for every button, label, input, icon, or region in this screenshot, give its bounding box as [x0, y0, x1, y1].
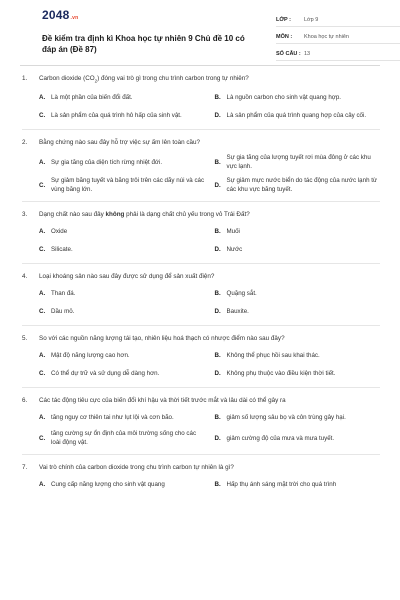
option-c[interactable] — [39, 367, 205, 380]
option-text: Không phụ thuộc vào điều kiện thời tiết. — [226, 370, 336, 378]
option-letter: A. — [39, 352, 46, 360]
options — [22, 225, 380, 256]
option-letter: A. — [39, 414, 46, 422]
option-letter: B. — [214, 158, 221, 166]
exam-title: Đề kiểm tra định kì Khoa học tự nhiên 9 Chủ đề 10 có đáp án (Đề 87) — [42, 34, 245, 54]
option-text: tăng nguy cơ thiên tai như lụt lội và cơn bão. — [51, 414, 174, 422]
option-b[interactable] — [215, 287, 381, 300]
subscript: 2 — [94, 78, 98, 84]
option-letter: C. — [39, 308, 46, 316]
option-letter: C. — [39, 181, 46, 189]
option-a[interactable] — [39, 411, 205, 424]
option-text: Mật độ năng lượng cao hơn. — [51, 352, 130, 360]
option-c[interactable] — [39, 305, 205, 318]
option-text: Sự gia tăng của diện tích rừng nhiệt đới. — [51, 158, 163, 166]
option-text: Than đá. — [51, 290, 76, 298]
option-text: Có thể dự trữ và sử dụng dễ dàng hơn. — [51, 370, 160, 378]
question-text — [22, 463, 380, 472]
question-number: 2. — [22, 139, 28, 147]
meta-value: Khoa học tự nhiên — [304, 33, 349, 40]
option-c[interactable] — [39, 243, 205, 256]
option-text: Sự gia tăng của lượng tuyết rơi mùa đông ở các khu vực lạnh. — [226, 154, 371, 171]
option-a[interactable] — [39, 349, 205, 362]
option-text: tăng cường sự ổn định của môi trường sống cho các loài động vật. — [51, 430, 197, 447]
question-text-part: ) đóng vai trò gì trong chu trình carbon trong tự nhiên? — [97, 75, 249, 82]
meta-label: LỚP : — [276, 16, 291, 23]
question-text — [22, 272, 380, 281]
option-text: Cung cấp năng lượng cho sinh vật quang — [51, 481, 165, 489]
options — [22, 91, 380, 122]
question-number: 6. — [22, 397, 28, 405]
meta-row-subject — [276, 30, 400, 44]
question-text — [22, 210, 380, 219]
option-d[interactable] — [215, 176, 381, 194]
question-7 — [22, 463, 380, 498]
option-c[interactable] — [39, 109, 205, 122]
options — [22, 411, 380, 447]
question-body: So với các nguồn năng lượng tái tạo, nhiên liệu hoá thạch có nhược điểm nào sau đây? — [39, 335, 285, 343]
question-number: 5. — [22, 335, 28, 343]
option-text: Là nguồn carbon cho sinh vật quang hợp. — [226, 94, 341, 102]
question-4 — [22, 272, 380, 326]
question-body: Vai trò chính của carbon dioxide trong chu trình carbon tự nhiên là gì? — [39, 464, 234, 472]
option-b[interactable] — [215, 91, 381, 104]
options — [22, 287, 380, 318]
option-letter: B. — [214, 481, 221, 489]
option-d[interactable] — [215, 367, 381, 380]
question-number: 1. — [22, 75, 28, 82]
option-d[interactable] — [215, 109, 381, 122]
option-text: Nước — [226, 246, 243, 254]
meta-row-class — [276, 13, 400, 27]
option-text: Sự giảm mực nước biển do tác động của nước lạnh từ các khu vực băng tuyết. — [226, 177, 378, 194]
question-number: 3. — [22, 211, 28, 219]
question-text-part: Carbon dioxide (CO — [39, 75, 95, 82]
option-letter: D. — [214, 434, 221, 442]
option-b[interactable] — [215, 411, 381, 424]
question-text — [22, 74, 380, 85]
option-letter: D. — [214, 181, 221, 189]
meta-value: 13 — [304, 50, 311, 57]
option-d[interactable] — [215, 305, 381, 318]
option-a[interactable] — [39, 287, 205, 300]
option-text: Quặng sắt. — [226, 290, 257, 298]
options — [22, 153, 380, 194]
emphasis-text: không — [105, 211, 125, 219]
site-logo[interactable] — [42, 8, 78, 22]
options — [22, 349, 380, 380]
option-c[interactable] — [39, 429, 205, 447]
option-letter: D. — [214, 246, 221, 254]
option-c[interactable] — [39, 176, 205, 194]
option-letter: D. — [214, 112, 221, 120]
question-body — [39, 210, 250, 219]
option-letter: A. — [39, 158, 46, 166]
logo-text: 2048 — [42, 8, 70, 22]
option-text: Silicate. — [51, 246, 73, 254]
option-letter: C. — [39, 112, 46, 120]
option-d[interactable] — [215, 429, 381, 447]
meta-row-count — [276, 47, 400, 61]
question-text-part: Dạng chất nào sau đây — [39, 211, 106, 219]
option-letter: B. — [214, 94, 221, 102]
option-text: Bauxite. — [226, 308, 249, 316]
option-b[interactable] — [215, 153, 381, 171]
option-text: giảm cường độ của mưa và mưa tuyết. — [226, 434, 335, 442]
question-text — [22, 138, 380, 147]
option-b[interactable] — [215, 478, 381, 491]
option-letter: B. — [214, 290, 221, 298]
option-a[interactable] — [39, 91, 205, 104]
question-text — [22, 334, 380, 343]
question-2 — [22, 138, 380, 202]
meta-value: Lớp 9 — [304, 16, 319, 23]
question-text-part: phải là dạng chất chủ yếu trong vỏ Trái Đất? — [124, 211, 250, 219]
exam-header — [20, 0, 380, 66]
option-letter: A. — [39, 290, 46, 298]
option-a[interactable] — [39, 225, 205, 238]
option-text: giảm số lượng sâu bọ và côn trùng gây hại. — [226, 414, 346, 422]
option-b[interactable] — [215, 349, 381, 362]
option-letter: C. — [39, 370, 46, 378]
meta-label: MÔN : — [276, 33, 293, 40]
options — [22, 478, 380, 491]
option-letter: D. — [214, 308, 221, 316]
option-letter: C. — [39, 246, 46, 254]
question-3 — [22, 210, 380, 264]
exam-meta — [276, 13, 400, 64]
option-letter: B. — [214, 414, 221, 422]
option-text: Muối — [226, 228, 240, 236]
question-body — [39, 74, 249, 85]
option-text: Oxide — [51, 228, 68, 236]
option-text: Là sản phẩm của quá trình hô hấp của sinh vật. — [51, 112, 182, 120]
option-letter: D. — [214, 370, 221, 378]
question-6 — [22, 396, 380, 455]
option-letter: A. — [39, 228, 46, 236]
logo-suffix: .vn — [70, 15, 79, 21]
option-a[interactable] — [39, 478, 205, 491]
option-letter: C. — [39, 434, 46, 442]
question-body: Các tác động tiêu cực của biến đổi khí hậu và thời tiết trước mắt và lâu dài có thể gây ra — [39, 397, 286, 405]
meta-label: SỐ CÂU : — [276, 50, 301, 57]
option-letter: B. — [214, 352, 221, 360]
question-number: 7. — [22, 464, 28, 472]
option-letter: A. — [39, 94, 46, 102]
option-text: Hấp thụ ánh sáng mặt trời cho quá trình — [226, 481, 337, 489]
option-text: Là một phần của biến đổi đất. — [51, 94, 133, 102]
option-a[interactable] — [39, 153, 205, 171]
question-body: Loại khoáng sản nào sau đây được sử dụng để sản xuất điện? — [39, 273, 215, 281]
question-text — [22, 396, 380, 405]
option-text: Sự giảm băng tuyết và băng trôi trên các dãy núi và các vùng băng lớn. — [51, 177, 205, 194]
question-body: Bằng chứng nào sau đây hỗ trợ việc sự ấm lên toàn cầu? — [39, 139, 200, 147]
option-letter: B. — [214, 228, 221, 236]
question-5 — [22, 334, 380, 388]
question-number: 4. — [22, 273, 28, 281]
option-d[interactable] — [215, 243, 381, 256]
option-b[interactable] — [215, 225, 381, 238]
option-letter: A. — [39, 481, 46, 489]
option-text: Là sản phẩm của quá trình quang hợp của cây cối. — [226, 112, 367, 120]
option-text: Không thể phục hồi sau khai thác. — [226, 352, 320, 360]
question-list — [22, 74, 380, 506]
option-text: Dầu mỏ. — [51, 308, 75, 316]
question-1 — [22, 74, 380, 130]
